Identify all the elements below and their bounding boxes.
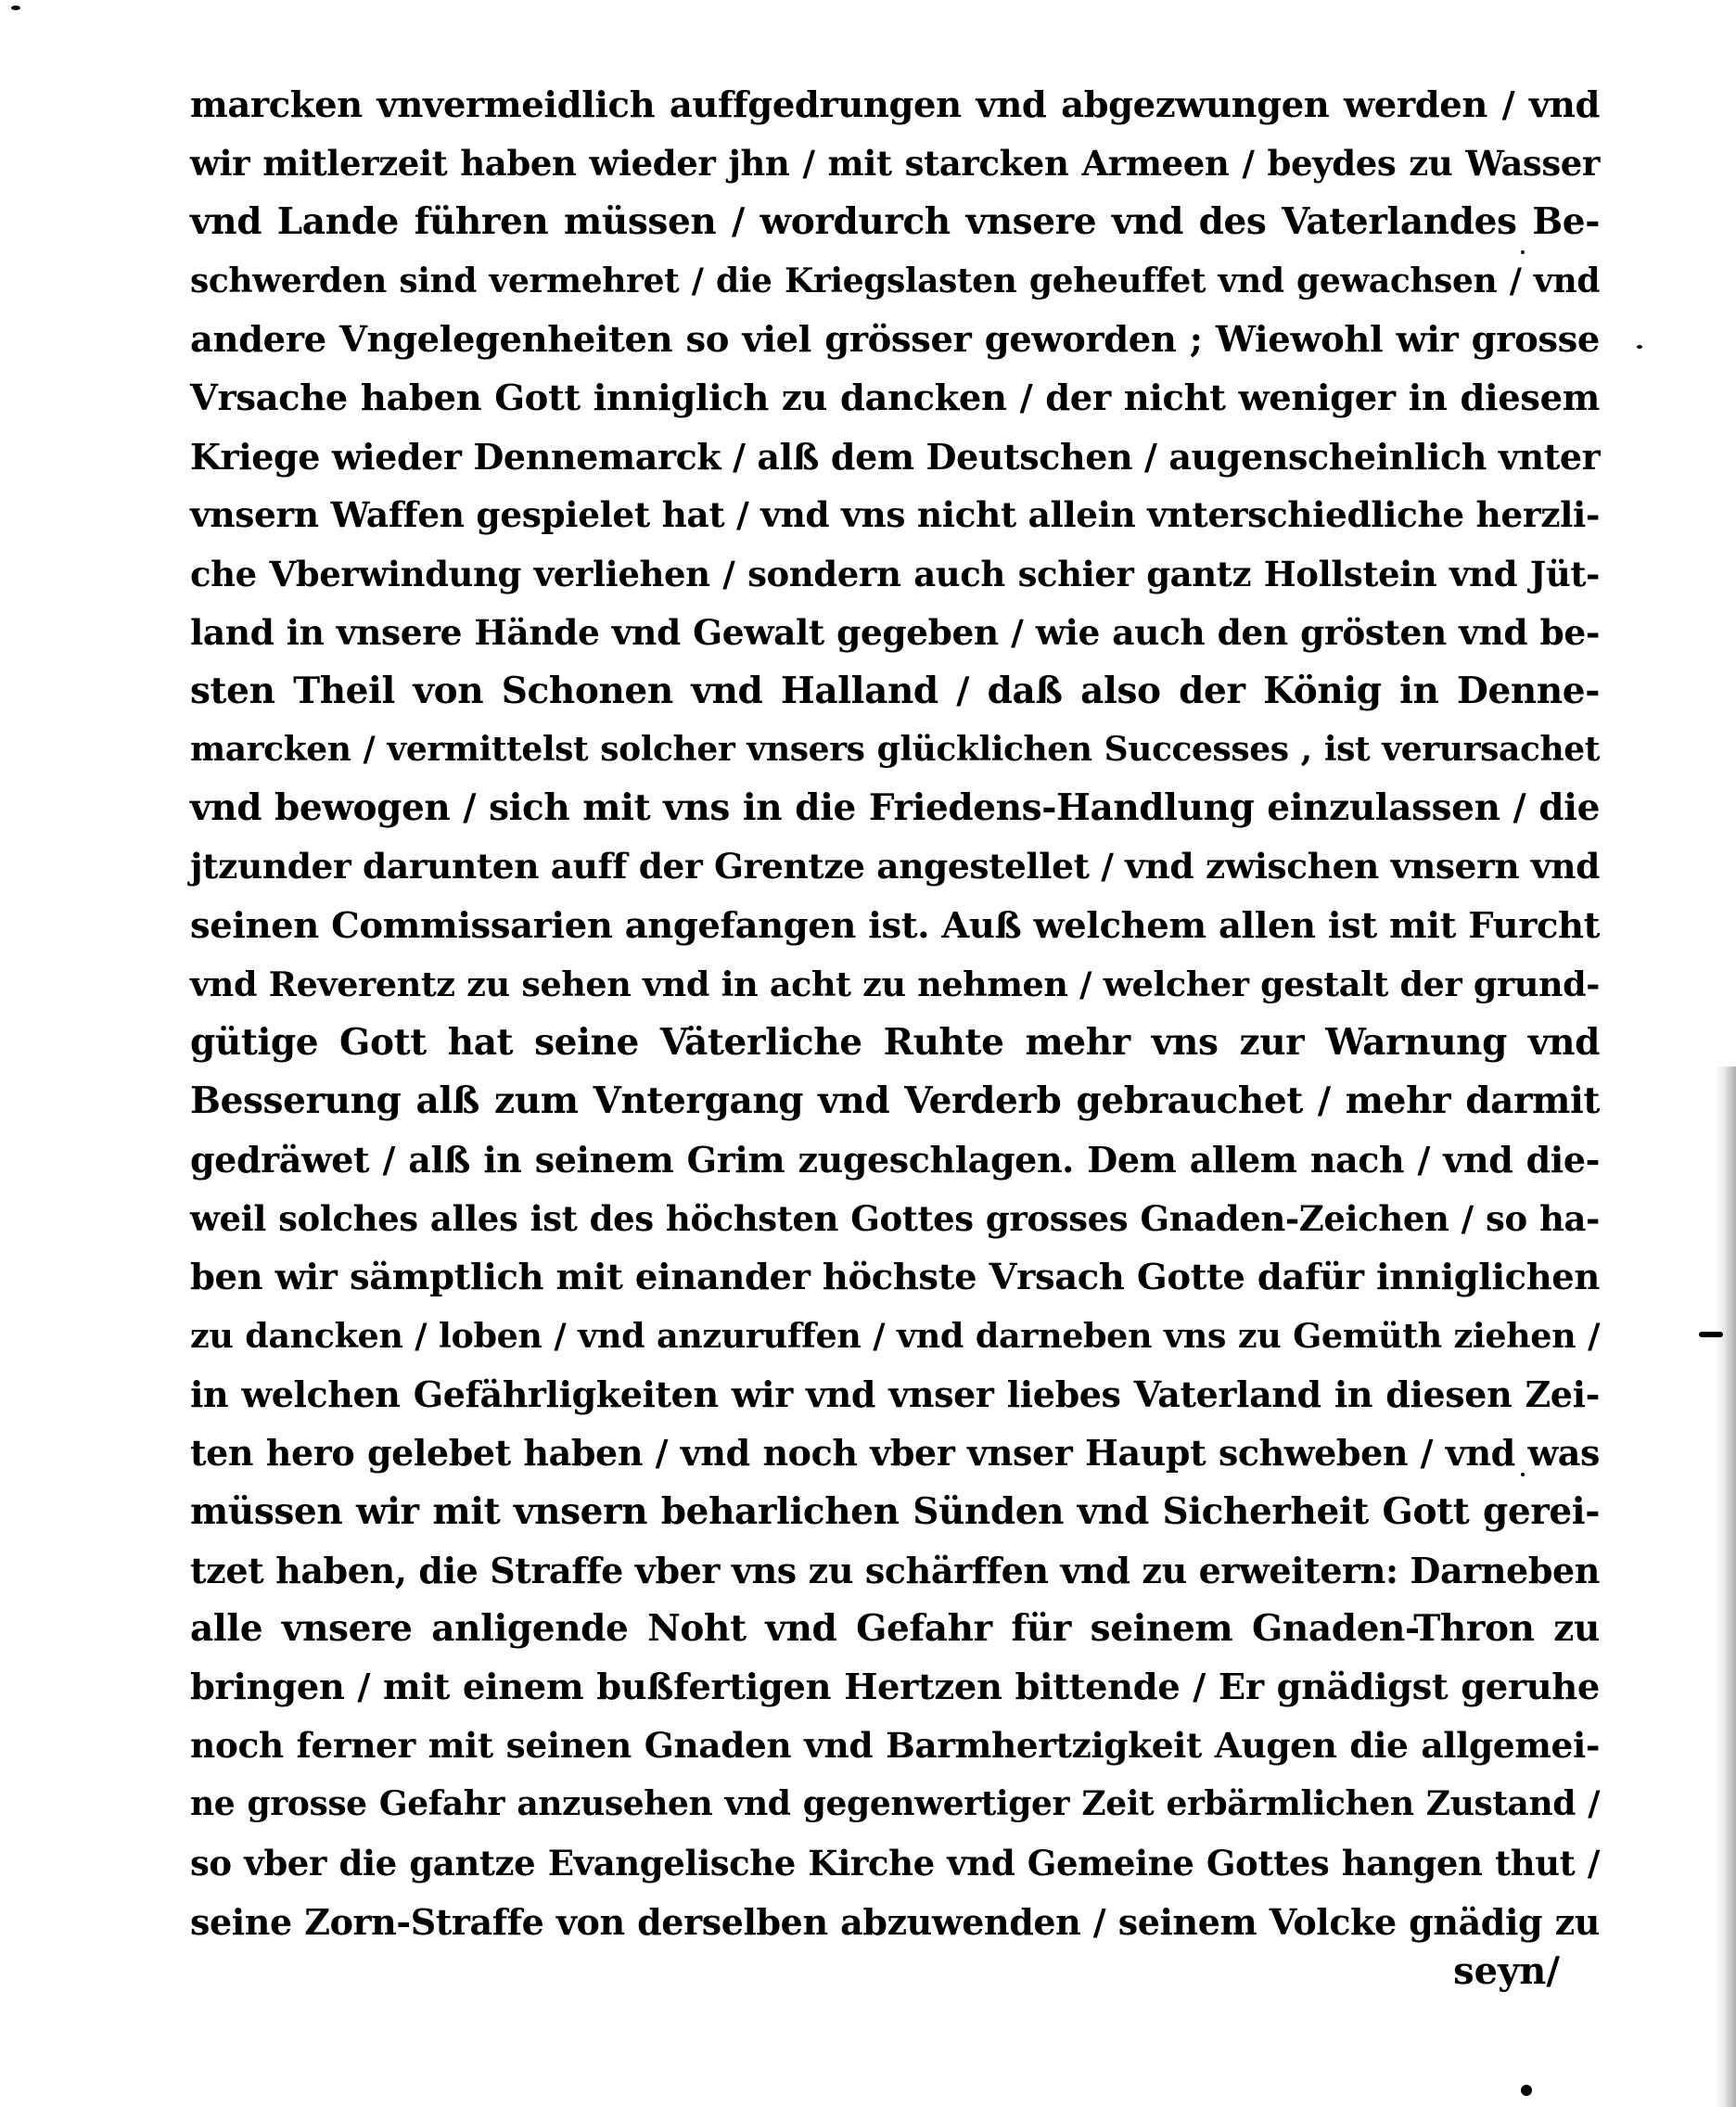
scan-speck (1521, 2085, 1532, 2096)
text-line: zu dancken / loben / vnd anzuruffen / vnd darneben vns zu Gemüth ziehen / (190, 1315, 1600, 1356)
text-line: wir mitlerzeit haben wieder jhn / mit starcken Armeen / beydes zu Wasser (190, 143, 1600, 185)
text-line: tzet haben, die Straffe vber vns zu schärffen vnd zu erweitern: Darneben (190, 1549, 1600, 1591)
text-line: ten hero gelebet haben / vnd noch vber vnser Haupt schweben / vnd was (190, 1432, 1600, 1475)
body-text (190, 76, 1600, 1951)
scan-speck (1637, 345, 1642, 349)
text-line: che Vberwindung verliehen / sondern auch schier gantz Hollstein vnd Jüt- (190, 553, 1600, 594)
text-line: gütige Gott hat seine Väterliche Ruhte mehr vns zur Warnung vnd (190, 1021, 1600, 1064)
text-line: Vrsache haben Gott inniglich zu dancken / der nicht weniger in diesem (190, 377, 1600, 419)
scan-dash-mark (1699, 1332, 1723, 1337)
text-line: schwerden sind vermehret / die Kriegslasten geheuffet vnd gewachsen / vnd (190, 261, 1600, 300)
text-line: in welchen Gefährligkeiten wir vnd vnser liebes Vaterland in diesen Zei- (190, 1373, 1600, 1416)
text-line: ne grosse Gefahr anzusehen vnd gegenwertiger Zeit erbärmlichen Zustand / (190, 1784, 1600, 1824)
text-line: seinen Commissarien angefangen ist. Auß welchem allen ist mit Furcht (190, 904, 1600, 947)
text-line: gedräwet / alß in seinem Grim zugeschlagen. Dem allem nach / vnd die- (190, 1139, 1600, 1181)
text-line: weil solches alles ist des höchsten Gottes grosses Gnaden-Zeichen / so ha- (190, 1197, 1600, 1239)
text-line: Kriege wieder Dennemarck / alß dem Deutschen / augenscheinlich vnter (190, 436, 1601, 479)
text-line: vnd bewogen / sich mit vns in die Friedens-Handlung einzulassen / die (190, 786, 1600, 830)
text-line: so vber die gantze Evangelische Kirche vnd Gemeine Gottes hangen thut / (190, 1842, 1600, 1884)
text-line: Besserung alß zum Vntergang vnd Verderb gebrauchet / mehr darmit (190, 1079, 1600, 1123)
text-line: seine Zorn-Straffe von derselben abzuwenden / seinem Volcke gnädig zu (190, 1900, 1600, 1943)
text-line: andere Vngelegenheiten so viel grösser geworden ; Wiewohl wir grosse (190, 318, 1600, 361)
text-line: bringen / mit einem bußfertigen Hertzen bittende / Er gnädigst geruhe (190, 1666, 1600, 1709)
text-line: ben wir sämptlich mit einander höchste Vrsach Gotte dafür inniglichen (190, 1256, 1600, 1298)
text-line: müssen wir mit vnsern beharlichen Sünden vnd Sicherheit Gott gerei- (190, 1489, 1600, 1533)
text-line: marcken / vermittelst solcher vnsers glücklichen Successes , ist verursachet (190, 730, 1600, 770)
text-line: land in vnsere Hände vnd Gewalt gegeben / wie auch den grösten vnd be- (190, 611, 1600, 653)
text-line: jtzunder darunten auff der Grentze angestellet / vnd zwischen vnsern vnd (190, 846, 1600, 887)
text-line: sten Theil von Schonen vnd Halland / daß also der König in Denne- (190, 669, 1600, 712)
scan-edge-shadow (1716, 1066, 1736, 2107)
text-line: marcken vnvermeidlich auffgedrungen vnd abgezwungen werden / vnd (190, 84, 1600, 126)
text-line: noch ferner mit seinen Gnaden vnd Barmhertzigkeit Augen die allgemei- (190, 1725, 1600, 1767)
text-line: vnd Reverentz zu sehen vnd in acht zu nehmen / welcher gestalt der grund- (190, 964, 1600, 1004)
text-line: vnd Lande führen müssen / wordurch vnsere vnd des Vaterlandes Be- (190, 200, 1600, 244)
catchword: seyn/ (1453, 1949, 1560, 1993)
text-line: vnsern Waffen gespielet hat / vnd vns nicht allein vnterschiedliche herzli- (190, 494, 1600, 536)
scan-speck (11, 6, 20, 10)
text-line: alle vnsere anligende Noht vnd Gefahr für seinem Gnaden-Thron zu (190, 1606, 1600, 1650)
